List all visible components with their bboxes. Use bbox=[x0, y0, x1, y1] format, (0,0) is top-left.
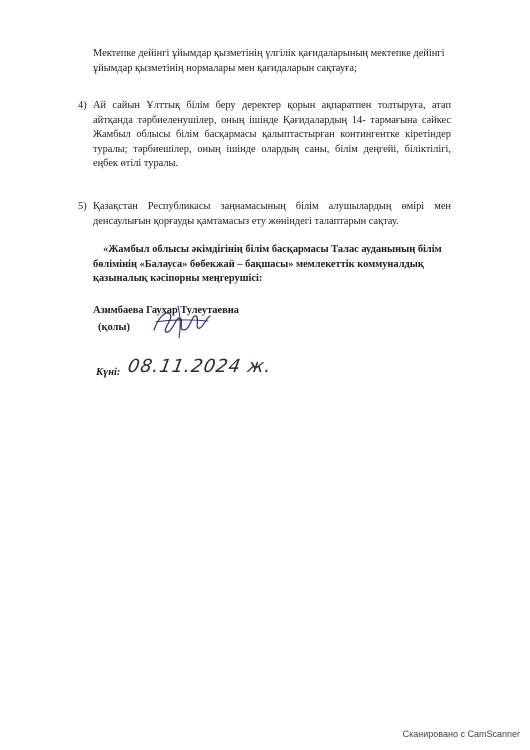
item-4-text: Ай сайын Ұлттық білім беру деректер қорын ақпаратпен толтыруға, атап айтқанда тәрбиеленушілер, оның ішінде Қағидалардың 14- тармағына сәйкес Жамбыл облысы білім басқармасы қалыптастырған контингентке кіретіндер туралы; тәрбиешілер, оның ішінде олардың саны, білім деңгейі, біліктілігі, еңбек өтілі туралы. bbox=[93, 100, 451, 170]
paragraph-norms-line-1: Мектепке дейінгі ұйымдар қызметінің үлгілік қағидаларының мектепке дейінгі bbox=[93, 48, 445, 59]
item-5-number: 5) bbox=[78, 201, 87, 212]
organization-line-2: бөлімінің «Балауса» бөбекжай – бақшасы» мемлекеттік коммуналдық bbox=[93, 258, 424, 270]
organization-line-3: қазыналық кәсіпорны меңгерушісі: bbox=[93, 273, 263, 285]
handwritten-signature bbox=[148, 300, 214, 342]
item-5-text: Қазақстан Республикасы заңнамасының білім алушылардың өмірі мен денсаулығын қорғауды қамтамасыз ету жөніндегі талаптарын сақтау. bbox=[93, 201, 451, 227]
date-label: Күні: bbox=[96, 367, 121, 378]
paragraph-norms-line-2: ұйымдар қызметінің нормалары мен қағидаларын сақтауға; bbox=[93, 62, 357, 74]
item-4-number: 4) bbox=[78, 100, 87, 111]
paragraph-norms bbox=[93, 47, 451, 76]
organization-heading bbox=[93, 243, 451, 287]
scanner-watermark: Сканировано с CamScanner bbox=[402, 729, 520, 739]
signature-label: (қолы) bbox=[98, 322, 130, 333]
signer-name: Азимбаева Гаухар Тулеутаевна bbox=[93, 305, 239, 316]
date-value-handwritten: 08.11.2024 ж. bbox=[126, 356, 274, 377]
organization-line-1: «Жамбыл облысы әкімдігінің білім басқармасы Талас ауданының білім bbox=[103, 244, 442, 255]
